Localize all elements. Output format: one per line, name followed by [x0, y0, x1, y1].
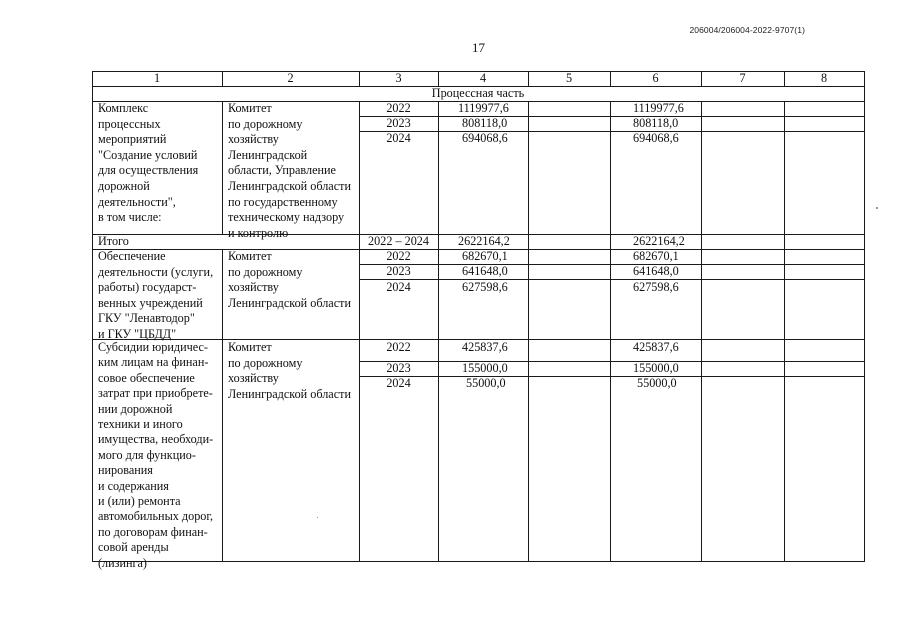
executor-cell: Комитет по дорожному хозяйству Ленинградской области, Управление Ленинградской области по государственному техническому надзору и контролю — [228, 101, 351, 240]
summary-years: 2022 – 2024 — [368, 234, 429, 248]
section-title: Процессная часть — [431, 86, 525, 100]
column-border — [864, 71, 865, 562]
page-number: 17 — [472, 40, 485, 55]
column-header: 4 — [479, 71, 487, 85]
year-cell: 2024 — [386, 131, 411, 145]
total-cell: 155000,0 — [462, 361, 508, 375]
column-header: 6 — [652, 71, 659, 85]
year-cell: 2024 — [386, 280, 411, 294]
total-cell: 425837,6 — [462, 340, 508, 354]
col6-cell: 155000,0 — [633, 361, 679, 375]
year-cell: 2023 — [386, 116, 411, 130]
total-cell: 808118,0 — [462, 116, 508, 130]
column-border — [359, 101, 360, 562]
executor-cell: Комитет по дорожному хозяйству Ленинградской области — [228, 340, 351, 401]
column-header: 1 — [153, 71, 161, 85]
column-header: 8 — [820, 71, 828, 85]
column-border — [610, 101, 611, 562]
year-cell: 2022 — [386, 249, 411, 263]
column-header: 5 — [565, 71, 573, 85]
total-cell: 641648,0 — [462, 264, 508, 278]
total-cell: 682670,1 — [462, 249, 508, 263]
col6-cell: 694068,6 — [633, 131, 679, 145]
col6-cell: 55000,0 — [637, 376, 677, 390]
year-cell: 2024 — [386, 376, 411, 390]
column-header: 7 — [739, 71, 746, 85]
column-border — [701, 101, 702, 562]
executor-cell: Комитет по дорожному хозяйству Ленинградской области — [228, 249, 351, 310]
col6-cell: 1119977,6 — [633, 101, 684, 115]
column-border — [92, 71, 93, 562]
year-cell: 2022 — [386, 340, 411, 354]
column-border — [222, 249, 223, 562]
column-header: 2 — [287, 71, 294, 85]
scan-speck — [317, 517, 318, 518]
column-border — [528, 101, 529, 562]
col6-cell: 641648,0 — [633, 264, 679, 278]
column-border — [222, 101, 223, 234]
total-cell: 694068,6 — [462, 131, 508, 145]
col6-cell: 682670,1 — [633, 249, 679, 263]
summary-total: 2622164,2 — [458, 234, 510, 248]
column-header: 3 — [395, 71, 402, 85]
total-cell: 627598,6 — [462, 280, 508, 294]
col6-cell: 425837,6 — [633, 340, 679, 354]
summary-col6: 2622164,2 — [633, 234, 685, 248]
program-name-cell: Комплекс процессных мероприятий "Создание условий для осуществления дорожной деятельности", в том числе: — [98, 101, 199, 225]
col6-cell: 808118,0 — [633, 116, 679, 130]
summary-label: Итого — [98, 234, 129, 248]
year-cell: 2023 — [386, 361, 411, 375]
program-name-cell: Субсидии юридичес- ким лицам на финан- совое обеспечение затрат при приобрете- нии дорожной техники и иного имущества, необходи- мого для функцио- нирования и содержания и (или) ремонта автомобильных дорог, по договорам финан- совой аренды (лизинга) — [98, 340, 214, 570]
year-cell: 2023 — [386, 264, 411, 278]
year-cell: 2022 — [386, 101, 411, 115]
col6-cell: 627598,6 — [633, 280, 679, 294]
column-border — [438, 101, 439, 562]
scan-speck — [876, 207, 878, 209]
total-cell: 55000,0 — [466, 376, 506, 390]
column-border — [784, 101, 785, 562]
document-id: 206004/206004-2022-9707(1) — [689, 25, 805, 35]
total-cell: 1119977,6 — [458, 101, 509, 115]
program-name-cell: Обеспечение деятельности (услуги, работы) государст- венных учреждений ГКУ "Ленавтодор" и ГКУ "ЦБДД" — [98, 249, 214, 341]
